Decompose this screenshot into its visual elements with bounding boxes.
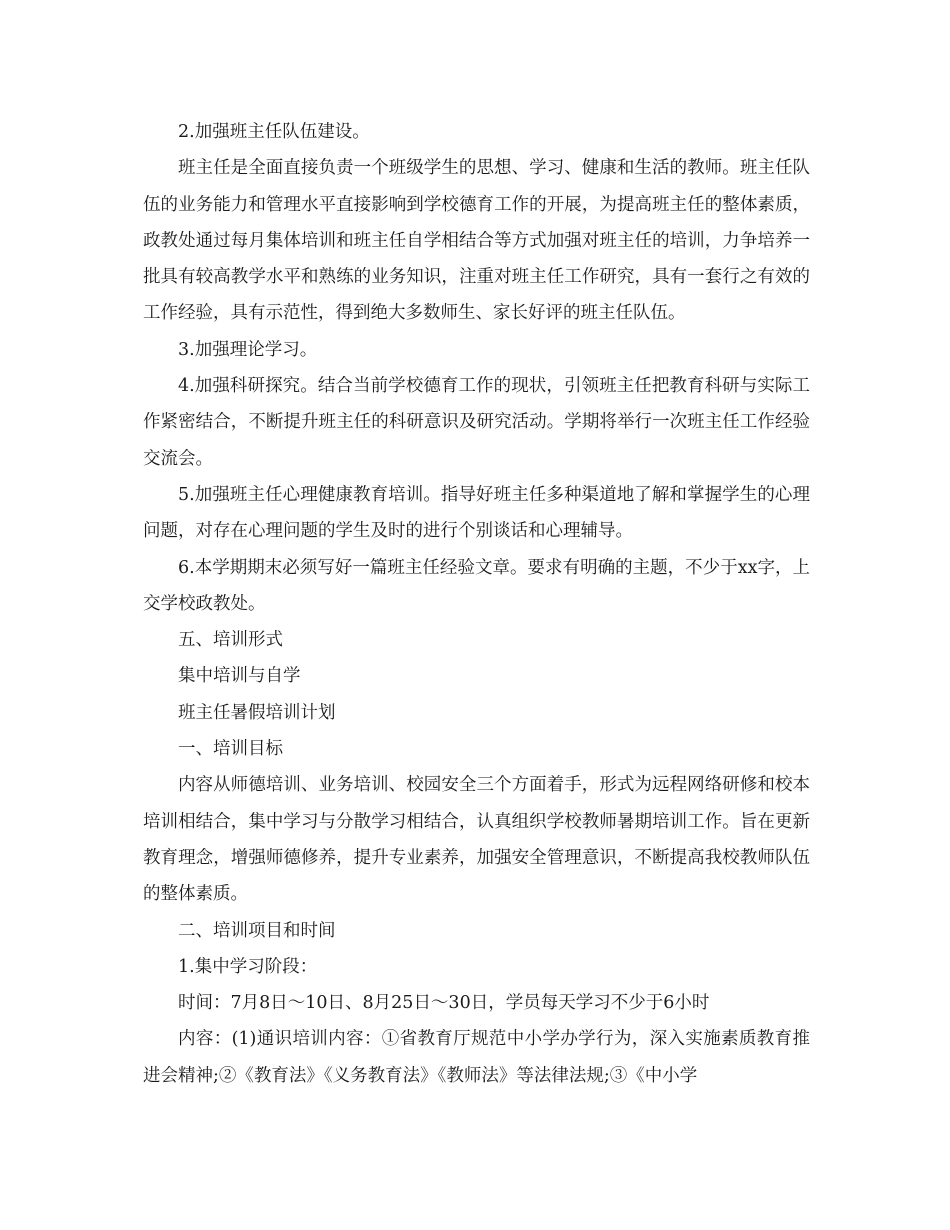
paragraph-heading-training-goal: 一、培训目标 [178, 739, 283, 760]
paragraph-centralized-self-study: 集中培训与自学 [178, 666, 301, 687]
paragraph-theory-study: 3.加强理论学习。 [178, 339, 318, 360]
paragraph-head-teacher-description: 班主任是全面直接负责一个班级学生的思想、学习、健康和生活的教师。班主任队伍的业务能力和管理水平直接影响到学校德育工作的开展，为提高班主任的整体素质，政教处通过每月集体培训和班主任自学相结合等方式加强对班主任的培训，力争培养一批具有较高教学水平和熟练的业务知识，注重对班主任工作研究，具有一套行之有效的工作经验，具有示范性，得到绝大多数师生、家长好评的班主任队伍。 [143, 158, 810, 324]
paragraph-centralized-stage: 1.集中学习阶段： [178, 956, 318, 977]
paragraph-content: 内容：(1)通识培训内容：①省教育厅规范中小学办学行为，深入实施素质教育推进会精神;②《教育法》《义务教育法》《教师法》等法律法规;③《中小学 [143, 1029, 810, 1086]
paragraph-heading-items-time: 二、培训项目和时间 [178, 920, 336, 941]
paragraph-schedule: 时间：7月8日～10日、8月25日～30日，学员每天学习不少于6小时 [178, 993, 710, 1014]
paragraph-heading-training-form: 五、培训形式 [178, 630, 283, 651]
paragraph-heading-team-building: 2.加强班主任队伍建设。 [178, 122, 370, 142]
paragraph-research: 4.加强科研探究。结合当前学校德育工作的现状，引领班主任把教育科研与实际工作紧密结合，不断提升班主任的科研意识及研究活动。学期将举行一次班主任工作经验交流会。 [143, 376, 810, 469]
paragraph-summer-plan-title: 班主任暑假培训计划 [178, 702, 336, 723]
paragraph-training-goal-content: 内容从师德培训、业务培训、校园安全三个方面着手，形式为远程网络研修和校本培训相结合，集中学习与分散学习相结合，认真组织学校教师暑期培训工作。旨在更新教育理念，增强师德修养，提升专业素养，加强安全管理意识，不断提高我校教师队伍的整体素质。 [143, 775, 810, 905]
document-body [143, 114, 810, 1094]
paragraph-mental-health-training: 5.加强班主任心理健康教育培训。指导好班主任多种渠道地了解和掌握学生的心理问题，对存在心理问题的学生及时的进行个别谈话和心理辅导。 [143, 484, 810, 542]
paragraph-experience-article: 6.本学期期末必须写好一篇班主任经验文章。要求有明确的主题，不少于xx字，上交学校政教处。 [143, 557, 810, 614]
